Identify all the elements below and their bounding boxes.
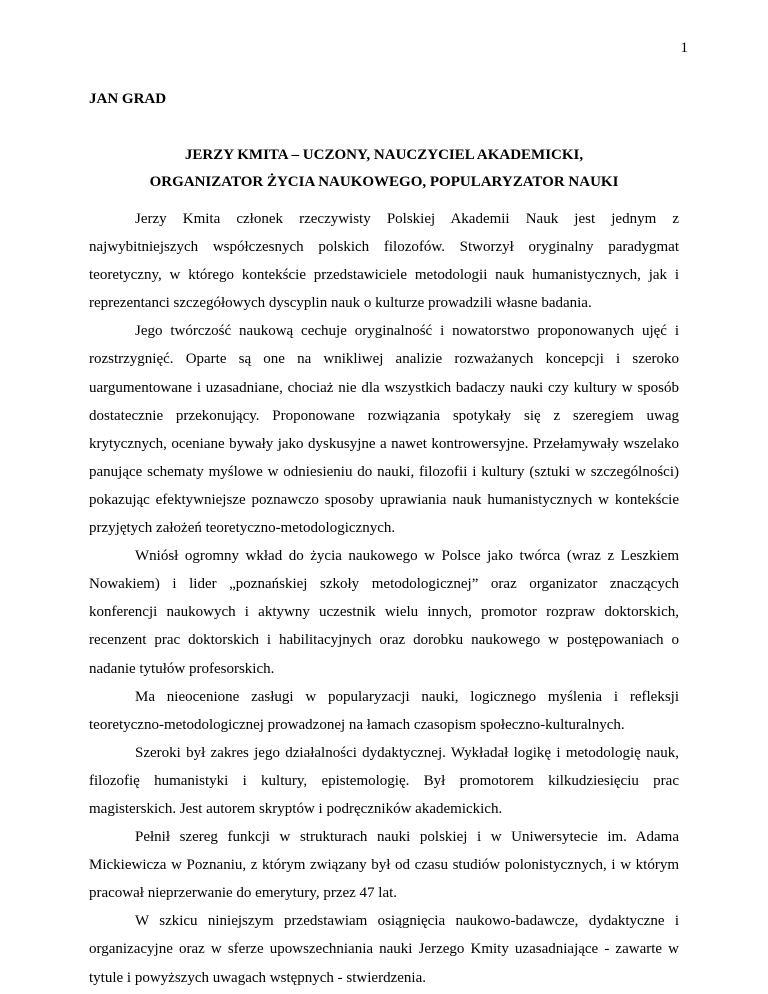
paragraph: W szkicu niniejszym przedstawiam osiągnięcia naukowo-badawcze, dydaktyczne i organizacyjne oraz w sferze upowszechniania nauki Jerzego Kmity uzasadniające - zawarte w tytule i powyższych uwagach wstępnych - stwierdzenia. bbox=[89, 913, 679, 986]
page-number: 1 bbox=[680, 40, 688, 56]
paragraph: Ma nieocenione zasługi w popularyzacji nauki, logicznego myślenia i refleksji teoretyczno-metodologicznej prowadzonej na łamach czasopism społeczno-kulturalnych. bbox=[89, 688, 679, 733]
title-line-1: JERZY KMITA – UCZONY, NAUCZYCIEL AKADEMICKI, bbox=[184, 147, 584, 163]
title-line-2: ORGANIZATOR ŻYCIA NAUKOWEGO, POPULARYZATOR NAUKI bbox=[149, 174, 619, 190]
paragraph: Pełnił szereg funkcji w strukturach nauki polskiej i w Uniwersytecie im. Adama Mickiewicza w Poznaniu, z którym związany był od czasu studiów polonistycznych, i w którym pracował nieprzerwanie do emerytury, przez 47 lat. bbox=[89, 829, 679, 902]
paragraph: Jego twórczość naukową cechuje oryginalność i nowatorstwo proponowanych ujęć i rozstrzygnięć. Oparte są one na wnikliwej analizie rozważanych koncepcji i szeroko uargumentowane i uzasadniane, chociaż nie dla wszystkich badaczy nauki czy kultury w sposób dostatecznie przekonujący. Proponowane rozwiązania spotykały się z szeregiem uwag krytycznych, oceniane bywały jako dyskusyjne a nawet kontrowersyjne. Przełamywały wszelako panujące schematy myślowe w odniesieniu do nauki, filozofii i kultury (sztuki w szczególności) pokazując efektywniejsze poznawczo sposoby uprawiania nauk humanistycznych w kontekście przyjętych założeń teoretyczno-metodologicznych. bbox=[89, 323, 679, 537]
document-body bbox=[89, 205, 679, 992]
author-name: JAN GRAD bbox=[89, 91, 167, 107]
paragraph: Szeroki był zakres jego działalności dydaktycznej. Wykładał logikę i metodologię nauk, filozofię humanistyki i kultury, epistemologię. Był promotorem kilkudziesięciu prac magisterskich. Jest autorem skryptów i podręczników akademickich. bbox=[89, 744, 679, 817]
paragraph: Wniósł ogromny wkład do życia naukowego w Polsce jako twórca (wraz z Leszkiem Nowakiem) i lider „poznańskiej szkoły metodologicznej” oraz organizator znaczących konferencji naukowych i aktywny uczestnik wielu innych, promotor rozpraw doktorskich, recenzent prac doktorskich i habilitacyjnych oraz dorobku naukowego w postępowaniach o nadanie tytułów profesorskich. bbox=[89, 548, 679, 677]
paragraph: Jerzy Kmita członek rzeczywisty Polskiej Akademii Nauk jest jednym z najwybitniejszych współczesnych polskich filozofów. Stworzył oryginalny paradygmat teoretyczny, w którego kontekście przedstawiciele metodologii nauk humanistycznych, jak i reprezentanci szczegółowych dyscyplin nauk o kulturze prowadzili własne badania. bbox=[89, 211, 679, 312]
document-title bbox=[89, 142, 679, 196]
